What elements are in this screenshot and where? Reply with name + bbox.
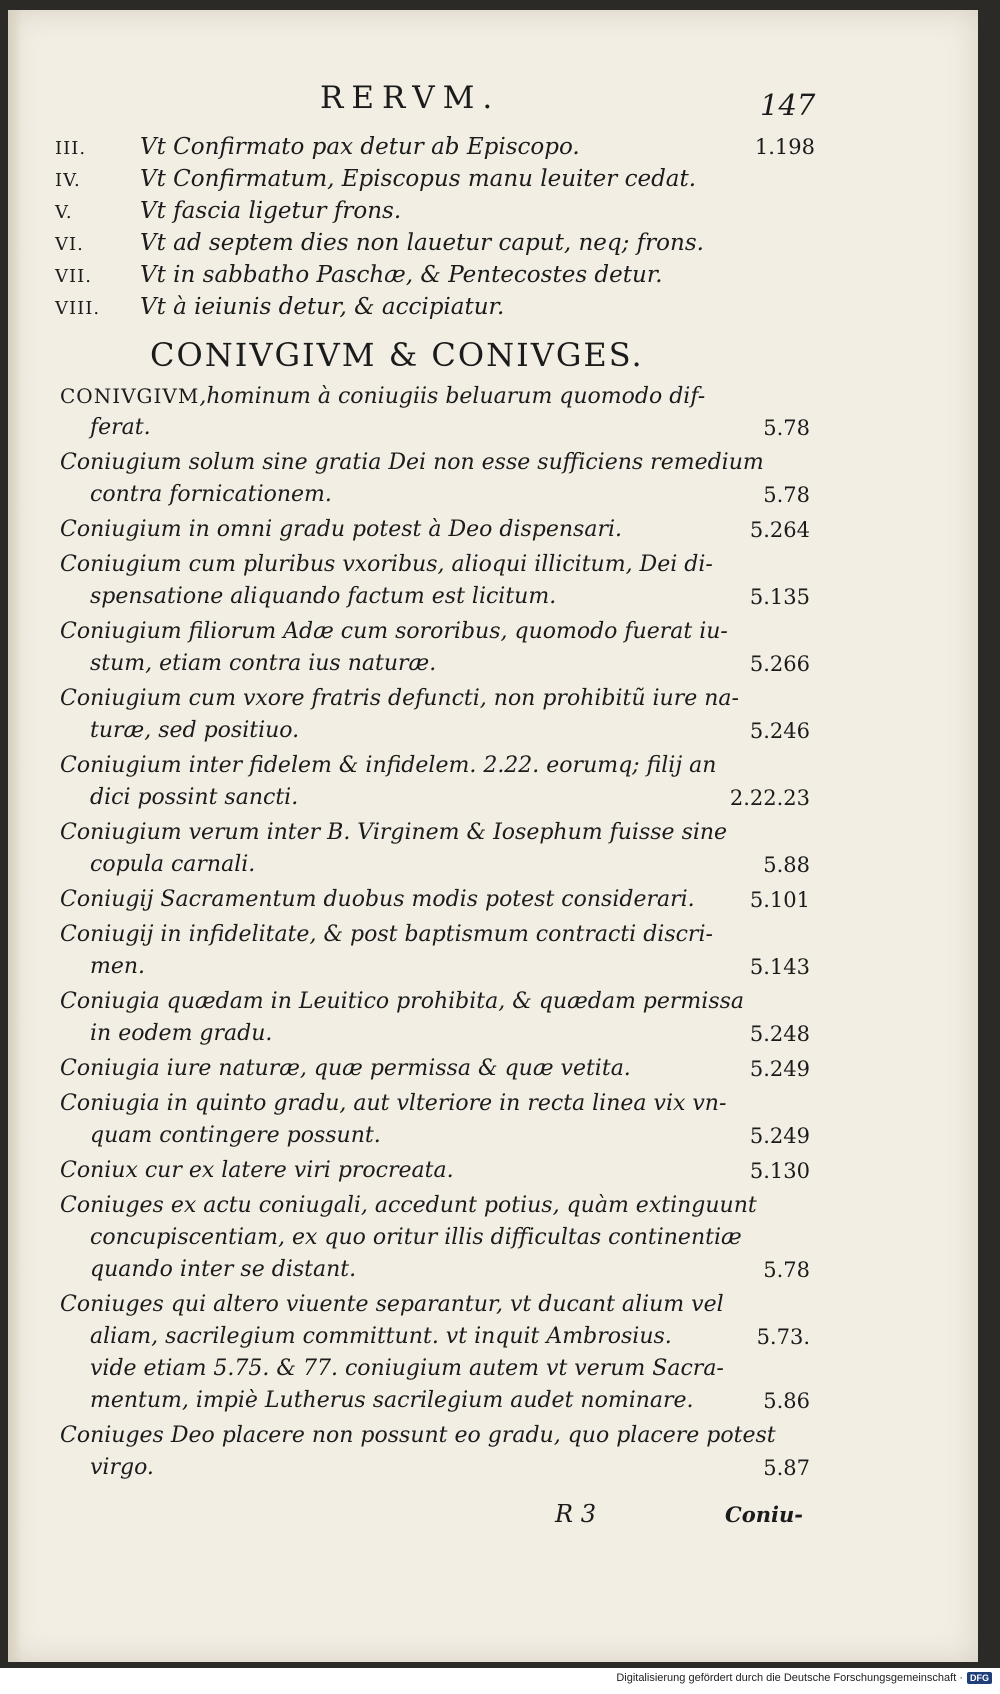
entry-reference: 5.249 bbox=[749, 1057, 810, 1081]
rite-number: IV. bbox=[55, 170, 81, 191]
entry-text-wrap bbox=[90, 1254, 356, 1286]
entry-reference: 5.248 bbox=[749, 1022, 810, 1046]
entry-reference: 5.266 bbox=[749, 652, 810, 676]
section-heading: CONIVGIVM & CONIVGES. bbox=[150, 336, 644, 374]
index-entry bbox=[60, 380, 810, 444]
index-entry bbox=[60, 884, 810, 916]
entry-text: Coniugij in infidelitate, & post baptismum contracti discri- bbox=[60, 922, 713, 947]
entry-line bbox=[60, 380, 810, 412]
rite-row bbox=[55, 262, 815, 294]
entry-line bbox=[60, 1053, 810, 1085]
entry-line bbox=[60, 683, 810, 715]
entry-line bbox=[60, 1222, 810, 1254]
rite-text: Vt in sabbatho Paschæ, & Pentecostes detur. bbox=[140, 262, 663, 288]
entry-text: stum, etiam contra ius naturæ. bbox=[90, 651, 437, 676]
entry-text: turæ, sed positiuo. bbox=[90, 718, 300, 743]
entry-text: Coniuges ex actu coniugali, accedunt potius, quàm extinguunt bbox=[60, 1193, 757, 1218]
entry-text-wrap bbox=[90, 1120, 381, 1152]
index-entry bbox=[60, 1190, 810, 1286]
entry-text-wrap bbox=[60, 884, 695, 916]
dfg-logo-icon: DFG bbox=[967, 1672, 992, 1684]
entry-text: Coniugium cum pluribus vxoribus, alioqui illicitum, Dei di- bbox=[60, 552, 713, 577]
entry-text-wrap bbox=[90, 1452, 154, 1484]
entry-text: Coniugia quædam in Leuitico prohibita, & quædam permissa bbox=[60, 989, 745, 1014]
entry-line bbox=[60, 1420, 810, 1452]
entry-line bbox=[60, 919, 810, 951]
entry-text: mentum, impiè Lutherus sacrilegium audet nominare. bbox=[90, 1388, 694, 1413]
entry-reference: 5.101 bbox=[749, 888, 810, 912]
entry-line bbox=[60, 750, 810, 782]
entry-text-wrap bbox=[90, 412, 151, 444]
entry-text: Coniugium filiorum Adæ cum sororibus, quomodo fuerat iu- bbox=[60, 619, 728, 644]
rite-number: VIII. bbox=[55, 298, 101, 319]
entry-reference: 5.143 bbox=[749, 955, 810, 979]
index-entry bbox=[60, 1420, 810, 1484]
entry-line bbox=[60, 479, 810, 511]
entry-reference: 5.86 bbox=[763, 1389, 810, 1413]
index-entry bbox=[60, 616, 810, 680]
rite-text: Vt Confirmatum, Episcopus manu leuiter cedat. bbox=[140, 166, 697, 192]
entry-line bbox=[60, 1155, 810, 1187]
running-head: RERVM. bbox=[320, 80, 501, 116]
entry-text: men. bbox=[90, 954, 146, 979]
page-gutter-shadow bbox=[8, 10, 22, 1662]
entry-text: ferat. bbox=[90, 415, 151, 440]
index-entry bbox=[60, 1289, 810, 1417]
entry-text: quando inter se distant. bbox=[90, 1257, 357, 1282]
entry-line bbox=[60, 1289, 810, 1321]
rite-row bbox=[55, 198, 815, 230]
entry-text-wrap bbox=[60, 919, 713, 951]
entry-text-wrap bbox=[90, 782, 298, 814]
index-entry bbox=[60, 514, 810, 546]
entry-text-wrap bbox=[90, 951, 145, 983]
entry-reference: 5.78 bbox=[763, 1258, 810, 1282]
entry-line bbox=[60, 648, 810, 680]
entry-reference: 5.249 bbox=[749, 1124, 810, 1148]
entry-text: spensatione aliquando factum est licitum. bbox=[90, 584, 557, 609]
entry-text: Coniugium in omni gradu potest à Deo dispensari. bbox=[60, 517, 623, 542]
entry-line bbox=[60, 986, 810, 1018]
entry-text: Coniugium inter fidelem & infidelem. 2.22. eorumq; filij an bbox=[60, 753, 717, 778]
rite-row bbox=[55, 134, 815, 166]
rite-row bbox=[55, 294, 815, 326]
entry-text: Coniux cur ex latere viri procreata. bbox=[60, 1158, 454, 1183]
entry-reference: 5.88 bbox=[763, 853, 810, 877]
entry-lead-word: CONIVGIVM bbox=[60, 384, 200, 408]
entry-reference: 5.246 bbox=[749, 719, 810, 743]
entry-line bbox=[60, 549, 810, 581]
entry-line bbox=[60, 1452, 810, 1484]
entry-text: ,hominum à coniugiis beluarum quomodo dif- bbox=[199, 384, 706, 409]
entry-text-wrap bbox=[90, 648, 436, 680]
entry-text-wrap bbox=[60, 683, 739, 715]
entry-reference: 5.73. bbox=[756, 1325, 810, 1349]
index-entry bbox=[60, 1155, 810, 1187]
entry-text-wrap bbox=[60, 616, 728, 648]
entry-text-wrap bbox=[90, 1222, 742, 1254]
index-entry bbox=[60, 683, 810, 747]
entry-text-wrap bbox=[90, 479, 332, 511]
entry-reference: 5.78 bbox=[763, 416, 810, 440]
rite-number: III. bbox=[55, 138, 87, 159]
entry-line bbox=[60, 1018, 810, 1050]
entry-line bbox=[60, 715, 810, 747]
entry-text: aliam, sacrilegium committunt. vt inquit Ambrosius. bbox=[90, 1324, 672, 1349]
entry-line bbox=[60, 447, 810, 479]
index-entry bbox=[60, 986, 810, 1050]
entry-text-wrap bbox=[90, 1353, 724, 1385]
entry-text: Coniugium cum vxore fratris defuncti, non prohibitũ iure na- bbox=[60, 686, 739, 711]
entry-line bbox=[60, 951, 810, 983]
entry-line bbox=[60, 1120, 810, 1152]
entry-reference: 5.87 bbox=[763, 1456, 810, 1480]
entry-text: Coniugia in quinto gradu, aut vlteriore in recta linea vix vn- bbox=[60, 1091, 727, 1116]
entry-line bbox=[60, 1321, 810, 1353]
rite-row bbox=[55, 230, 815, 262]
entry-text: concupiscentiam, ex quo oritur illis difficultas continentiæ bbox=[90, 1225, 742, 1250]
entry-line bbox=[60, 884, 810, 916]
index-entry bbox=[60, 447, 810, 511]
entry-text-wrap bbox=[60, 1155, 454, 1187]
entry-reference: 5.135 bbox=[749, 585, 810, 609]
entry-line bbox=[60, 514, 810, 546]
entry-text: contra fornicationem. bbox=[90, 482, 332, 507]
entry-line bbox=[60, 616, 810, 648]
footer-credit-text: Digitalisierung gefördert durch die Deutsche Forschungsgemeinschaft · bbox=[616, 1672, 963, 1684]
entry-text-wrap bbox=[60, 1190, 757, 1222]
entry-text: virgo. bbox=[90, 1455, 154, 1480]
rite-text: Vt à ieiunis detur, & accipiatur. bbox=[140, 294, 505, 320]
index-entry bbox=[60, 919, 810, 983]
entry-line bbox=[60, 1088, 810, 1120]
entry-text: vide etiam 5.75. & 77. coniugium autem vt verum Sacra- bbox=[90, 1356, 724, 1381]
index-entry bbox=[60, 750, 810, 814]
entry-text-wrap bbox=[60, 817, 727, 849]
entry-text-wrap bbox=[90, 581, 556, 613]
index-entry bbox=[60, 1088, 810, 1152]
entry-text: copula carnali. bbox=[90, 852, 256, 877]
entry-line bbox=[60, 581, 810, 613]
entry-text-wrap bbox=[60, 1420, 776, 1452]
rite-text: Vt Confirmato pax detur ab Episcopo. bbox=[140, 134, 580, 160]
entry-line bbox=[60, 1353, 810, 1385]
index-entries bbox=[60, 380, 810, 1487]
rite-text: Vt fascia ligetur frons. bbox=[140, 198, 402, 224]
entry-text-wrap bbox=[60, 447, 764, 479]
entry-text-wrap bbox=[60, 1053, 631, 1085]
entry-text: Coniuges qui altero viuente separantur, vt ducant alium vel bbox=[60, 1292, 724, 1317]
entry-text-wrap bbox=[90, 1385, 694, 1417]
entry-reference: 5.264 bbox=[749, 518, 810, 542]
rite-number: VI. bbox=[55, 234, 84, 255]
entry-text-wrap bbox=[90, 1018, 272, 1050]
entry-reference: 5.78 bbox=[763, 483, 810, 507]
entry-text: in eodem gradu. bbox=[90, 1021, 273, 1046]
entry-text: Coniugij Sacramentum duobus modis potest considerari. bbox=[60, 887, 695, 912]
rite-text: Vt ad septem dies non lauetur caput, neq; frons. bbox=[140, 230, 704, 256]
entry-reference: 2.22.23 bbox=[729, 786, 810, 810]
entry-line bbox=[60, 1190, 810, 1222]
entry-line bbox=[60, 782, 810, 814]
index-entry bbox=[60, 817, 810, 881]
rite-number: VII. bbox=[55, 266, 92, 287]
rite-row bbox=[55, 166, 815, 198]
entry-line bbox=[60, 412, 810, 444]
entry-line bbox=[60, 1254, 810, 1286]
entry-text-wrap bbox=[60, 750, 716, 782]
entry-line bbox=[60, 817, 810, 849]
rites-list bbox=[55, 134, 815, 326]
entry-reference: 5.130 bbox=[749, 1159, 810, 1183]
rite-number: V. bbox=[55, 202, 73, 223]
entry-text: Coniugium solum sine gratia Dei non esse sufficiens remedium bbox=[60, 450, 764, 475]
entry-line bbox=[60, 849, 810, 881]
entry-line bbox=[60, 1385, 810, 1417]
entry-text: Coniugium verum inter B. Virginem & Iosephum fuisse sine bbox=[60, 820, 728, 845]
entry-text-wrap bbox=[60, 380, 705, 412]
entry-text-wrap bbox=[60, 549, 713, 581]
entry-text-wrap bbox=[90, 849, 255, 881]
footer-credit bbox=[616, 1672, 992, 1684]
entry-text-wrap bbox=[90, 1321, 672, 1353]
entry-text: quam contingere possunt. bbox=[90, 1123, 381, 1148]
entry-text-wrap bbox=[60, 1088, 726, 1120]
entry-text-wrap bbox=[90, 715, 299, 747]
entry-text: Coniugia iure naturæ, quæ permissa & quæ vetita. bbox=[60, 1056, 631, 1081]
rite-reference: 1.198 bbox=[754, 135, 815, 159]
index-entry bbox=[60, 549, 810, 613]
entry-text: Coniuges Deo placere non possunt eo gradu, quo placere potest bbox=[60, 1423, 776, 1448]
signature-mark: R 3 bbox=[555, 1500, 596, 1528]
catchword: Coniu- bbox=[725, 1502, 803, 1527]
page-number: 147 bbox=[760, 88, 816, 122]
entry-text-wrap bbox=[60, 1289, 724, 1321]
entry-text-wrap bbox=[60, 514, 622, 546]
entry-text-wrap bbox=[60, 986, 744, 1018]
index-entry bbox=[60, 1053, 810, 1085]
entry-text: dici possint sancti. bbox=[90, 785, 299, 810]
